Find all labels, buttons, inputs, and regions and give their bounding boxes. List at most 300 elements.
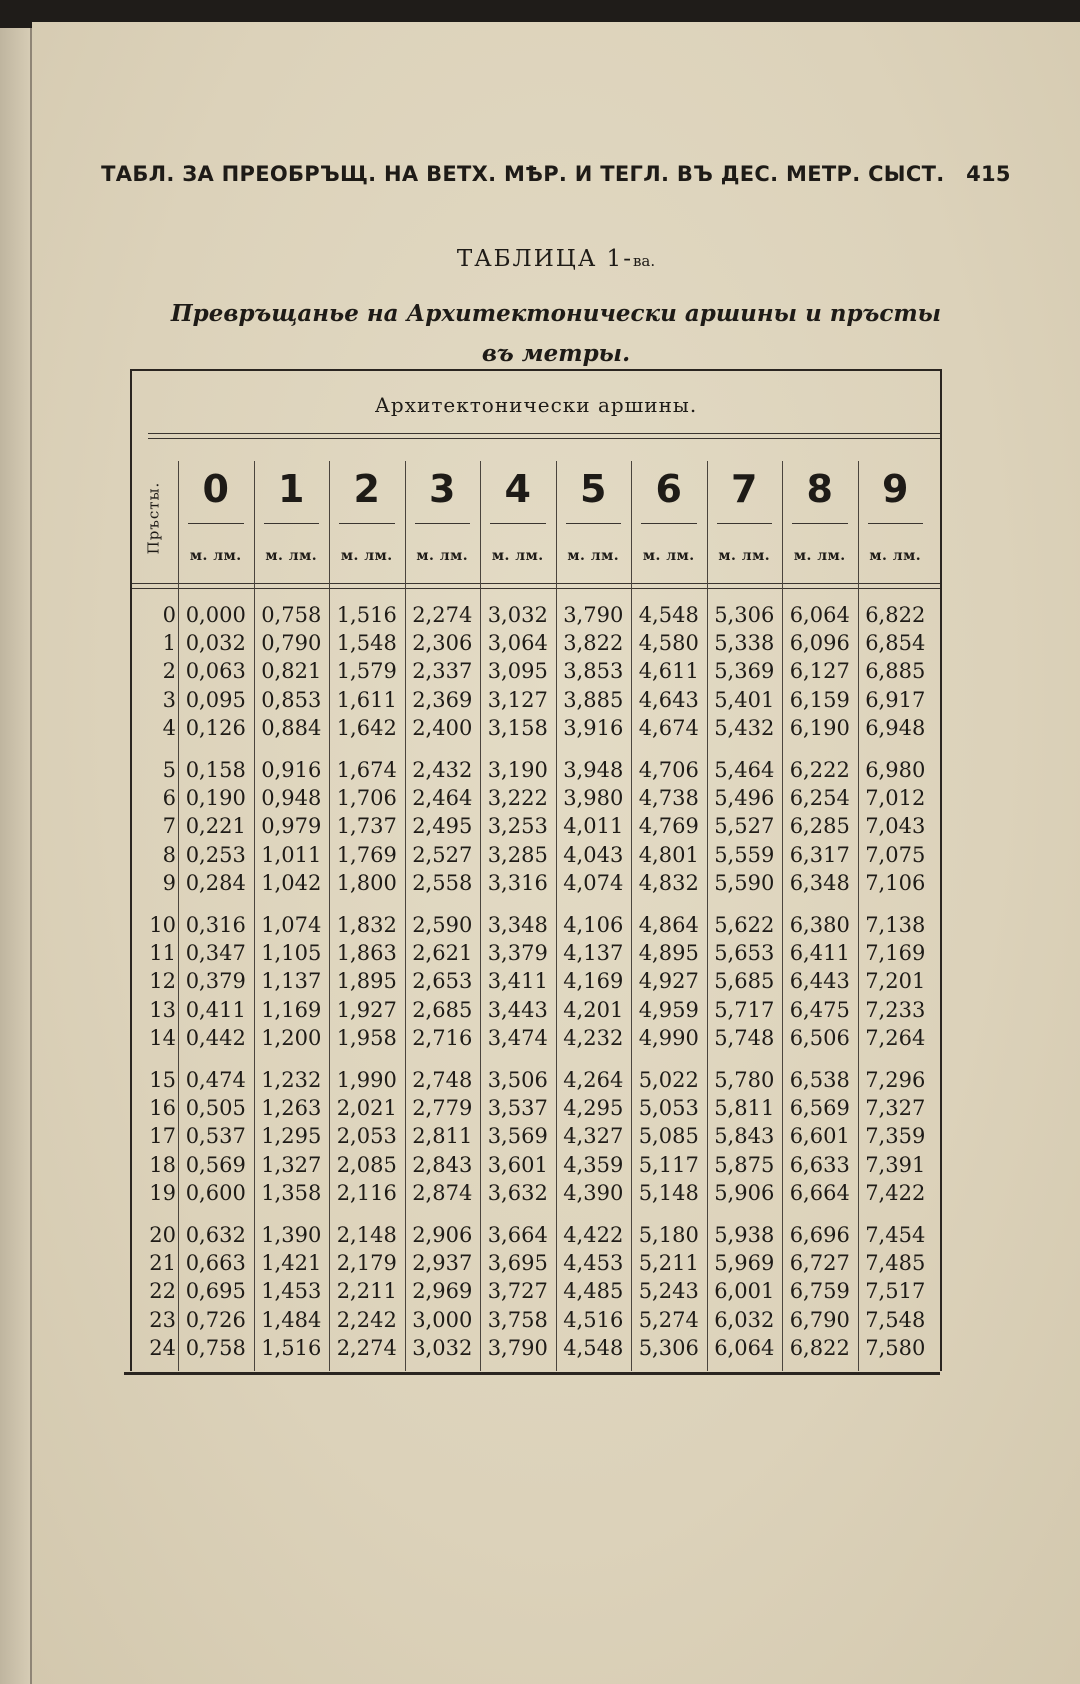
- column-header-rule: [566, 523, 622, 524]
- table-cell: 5,653: [714, 941, 775, 966]
- table-cell: 1,200: [261, 1025, 322, 1050]
- table-cell: 6,285: [789, 814, 850, 839]
- table-cell: 1,421: [261, 1251, 322, 1276]
- table-cell: 4,801: [638, 842, 699, 867]
- table-cell: 0,126: [185, 715, 246, 740]
- table-cell: 5,527: [714, 814, 775, 839]
- table-cell: 7,548: [865, 1307, 926, 1332]
- table-cell: 5,969: [714, 1251, 775, 1276]
- unit-label: м. лм.: [718, 548, 771, 564]
- column-header: 8: [806, 467, 833, 511]
- table-cell: 1,832: [336, 913, 397, 937]
- table-title-suffix: ва.: [632, 252, 656, 270]
- column-header: 6: [655, 467, 682, 511]
- table-cell: 6,190: [789, 715, 850, 740]
- row-axis-label: [132, 463, 174, 573]
- table-cell: 6,569: [789, 1096, 850, 1121]
- row-index: 5: [162, 758, 176, 782]
- table-cell: 5,401: [714, 687, 775, 712]
- table-cell: 6,443: [789, 969, 850, 994]
- table-cell: 4,011: [563, 814, 624, 839]
- table-cell: 3,348: [487, 913, 548, 937]
- table-cell: 1,674: [336, 758, 397, 782]
- table-title-text: ТАБЛИЦА 1-: [456, 246, 633, 272]
- table-cell: 3,790: [487, 1335, 548, 1360]
- table-cell: 7,391: [865, 1152, 926, 1177]
- table-cell: 1,169: [261, 997, 322, 1022]
- table-cell: 6,664: [789, 1180, 850, 1205]
- table-cell: 4,453: [563, 1251, 624, 1276]
- table-cell: 3,253: [487, 814, 548, 839]
- table-cell: 7,169: [865, 941, 926, 966]
- table-cell: 6,064: [714, 1335, 775, 1360]
- unit-label: м. лм.: [793, 548, 846, 564]
- column-header: 0: [202, 467, 229, 511]
- table-cell: 7,106: [865, 870, 926, 895]
- column-header: 4: [504, 467, 531, 511]
- table-cell: 6,980: [865, 758, 926, 782]
- table-cell: 6,380: [789, 913, 850, 937]
- table-cell: 4,359: [563, 1152, 624, 1177]
- table-cell: 3,222: [487, 786, 548, 811]
- table-cell: 7,580: [865, 1335, 926, 1360]
- column-header-rule: [490, 523, 546, 524]
- row-index: 15: [149, 1068, 176, 1092]
- table-cell: 3,569: [487, 1124, 548, 1149]
- table-cell: 0,821: [261, 659, 322, 684]
- table-cell: 1,327: [261, 1152, 322, 1177]
- table-cell: 7,233: [865, 997, 926, 1022]
- table-cell: 1,990: [336, 1068, 397, 1092]
- table-cell: 0,600: [185, 1180, 246, 1205]
- column-header-rule: [717, 523, 773, 524]
- table-cell: 6,506: [789, 1025, 850, 1050]
- column-header-rule: [415, 523, 471, 524]
- row-index: 0: [162, 603, 176, 627]
- table-cell: 0,505: [185, 1096, 246, 1121]
- table-cell: 6,032: [714, 1307, 775, 1332]
- table-cell: 3,790: [563, 603, 624, 627]
- table-cell: 6,411: [789, 941, 850, 966]
- table-cell: 6,064: [789, 603, 850, 627]
- table-cell: 5,085: [638, 1124, 699, 1149]
- table-cell: 3,822: [563, 631, 624, 656]
- table-cell: 2,432: [412, 758, 473, 782]
- table-cell: 1,895: [336, 969, 397, 994]
- unit-label: м. лм.: [189, 548, 242, 564]
- table-cell: 1,737: [336, 814, 397, 839]
- column-header: 5: [580, 467, 607, 511]
- table-cell: 2,464: [412, 786, 473, 811]
- table-cell: 4,580: [638, 631, 699, 656]
- table-cell: 2,085: [336, 1152, 397, 1177]
- unit-label: м. лм.: [416, 548, 469, 564]
- table-cell: 4,295: [563, 1096, 624, 1121]
- table-cell: 1,516: [261, 1335, 322, 1360]
- column-header-rule: [339, 523, 395, 524]
- table-cell: 1,548: [336, 631, 397, 656]
- table-cell: 3,727: [487, 1279, 548, 1304]
- table-cell: 4,232: [563, 1025, 624, 1050]
- table-cell: 4,327: [563, 1124, 624, 1149]
- table-cell: 4,548: [563, 1335, 624, 1360]
- table-cell: 0,853: [261, 687, 322, 712]
- table-cell: 2,558: [412, 870, 473, 895]
- table-cell: 4,706: [638, 758, 699, 782]
- table-cell: 2,748: [412, 1068, 473, 1092]
- unit-label: м. лм.: [265, 548, 318, 564]
- table-cell: 2,053: [336, 1124, 397, 1149]
- table-cell: 0,474: [185, 1068, 246, 1092]
- table-cell: 4,169: [563, 969, 624, 994]
- table-cell: 2,274: [336, 1335, 397, 1360]
- table-cell: 4,137: [563, 941, 624, 966]
- table-cell: 0,411: [185, 997, 246, 1022]
- conversion-table: [130, 369, 942, 1371]
- table-cell: 6,538: [789, 1068, 850, 1092]
- table-cell: 5,717: [714, 997, 775, 1022]
- table-cell: 4,485: [563, 1279, 624, 1304]
- table-cell: 0,316: [185, 913, 246, 937]
- table-cell: 3,285: [487, 842, 548, 867]
- table-cell: 2,369: [412, 687, 473, 712]
- table-cell: 3,158: [487, 715, 548, 740]
- table-cell: 0,758: [185, 1335, 246, 1360]
- table-cell: 5,369: [714, 659, 775, 684]
- table-cell: 5,906: [714, 1180, 775, 1205]
- table-cell: 2,685: [412, 997, 473, 1022]
- table-bottom-rule: [124, 1372, 940, 1375]
- row-index: 23: [149, 1307, 176, 1332]
- table-cell: 6,854: [865, 631, 926, 656]
- table-cell: 4,927: [638, 969, 699, 994]
- group-header: Архитектонически аршины.: [374, 393, 698, 417]
- table-cell: 5,590: [714, 870, 775, 895]
- header-double-rule: [148, 433, 940, 439]
- table-cell: 2,337: [412, 659, 473, 684]
- row-index: 3: [162, 687, 176, 712]
- row-index: 10: [149, 913, 176, 937]
- table-cell: 0,790: [261, 631, 322, 656]
- table-cell: 4,990: [638, 1025, 699, 1050]
- table-cell: 0,095: [185, 687, 246, 712]
- table-cell: 6,475: [789, 997, 850, 1022]
- row-index: 1: [162, 631, 176, 656]
- table-cell: 6,222: [789, 758, 850, 782]
- table-cell: 0,347: [185, 941, 246, 966]
- table-cell: 7,138: [865, 913, 926, 937]
- column-header-rule: [641, 523, 697, 524]
- table-cell: 2,969: [412, 1279, 473, 1304]
- running-header: [32, 162, 1080, 186]
- column-header: 9: [882, 467, 909, 511]
- table-cell: 1,516: [336, 603, 397, 627]
- unit-label: м. лм.: [491, 548, 544, 564]
- row-index: 22: [149, 1279, 176, 1304]
- table-cell: 5,559: [714, 842, 775, 867]
- table-cell: 4,106: [563, 913, 624, 937]
- table-cell: 2,211: [336, 1279, 397, 1304]
- table-cell: 4,769: [638, 814, 699, 839]
- table-cell: 1,863: [336, 941, 397, 966]
- table-cell: 5,117: [638, 1152, 699, 1177]
- table-cell: 4,201: [563, 997, 624, 1022]
- table-cell: 2,906: [412, 1223, 473, 1247]
- table-cell: 7,043: [865, 814, 926, 839]
- table-cell: 5,432: [714, 715, 775, 740]
- table-cell: 0,632: [185, 1223, 246, 1247]
- table-cell: 6,822: [789, 1335, 850, 1360]
- table-cell: 3,758: [487, 1307, 548, 1332]
- table-cell: 6,948: [865, 715, 926, 740]
- row-index: 16: [149, 1096, 176, 1121]
- table-cell: 3,695: [487, 1251, 548, 1276]
- table-cell: 3,506: [487, 1068, 548, 1092]
- row-index: 7: [162, 814, 176, 839]
- previous-page-edge: [0, 28, 32, 1684]
- table-cell: 1,800: [336, 870, 397, 895]
- table-cell: 7,454: [865, 1223, 926, 1247]
- row-index: 12: [149, 969, 176, 994]
- book-page: [32, 22, 1080, 1684]
- table-cell: 0,253: [185, 842, 246, 867]
- table-cell: 3,853: [563, 659, 624, 684]
- column-header-rule: [264, 523, 320, 524]
- running-header-text: ТАБЛ. ЗА ПРЕОБРЪЩ. НА ВЕТХ. МѢР. И ТЕГЛ. ВЪ ДЕС. МЕТР. СЫСТ.: [101, 162, 945, 186]
- table-cell: 5,685: [714, 969, 775, 994]
- table-cell: 7,201: [865, 969, 926, 994]
- unit-label: м. лм.: [567, 548, 620, 564]
- table-cell: 2,653: [412, 969, 473, 994]
- table-cell: 1,358: [261, 1180, 322, 1205]
- table-cell: 7,264: [865, 1025, 926, 1050]
- table-cell: 5,022: [638, 1068, 699, 1092]
- column-header: 1: [278, 467, 305, 511]
- table-cell: 3,537: [487, 1096, 548, 1121]
- table-cell: 5,843: [714, 1124, 775, 1149]
- table-cell: 3,980: [563, 786, 624, 811]
- table-cell: 3,316: [487, 870, 548, 895]
- table-cell: 4,043: [563, 842, 624, 867]
- row-index: 8: [162, 842, 176, 867]
- table-cell: 5,338: [714, 631, 775, 656]
- table-cell: 2,116: [336, 1180, 397, 1205]
- table-cell: 5,243: [638, 1279, 699, 1304]
- table-cell: 6,254: [789, 786, 850, 811]
- table-cell: 4,548: [638, 603, 699, 627]
- table-cell: 1,263: [261, 1096, 322, 1121]
- table-cell: 1,295: [261, 1124, 322, 1149]
- table-cell: 3,411: [487, 969, 548, 994]
- table-cell: 3,948: [563, 758, 624, 782]
- table-cell: 1,706: [336, 786, 397, 811]
- table-cell: 5,053: [638, 1096, 699, 1121]
- table-cell: 2,306: [412, 631, 473, 656]
- table-cell: 2,242: [336, 1307, 397, 1332]
- table-cell: 3,885: [563, 687, 624, 712]
- table-cell: 4,264: [563, 1068, 624, 1092]
- table-cell: 0,063: [185, 659, 246, 684]
- table-cell: 5,274: [638, 1307, 699, 1332]
- table-cell: 0,663: [185, 1251, 246, 1276]
- table-cell: 1,390: [261, 1223, 322, 1247]
- table-cell: 2,843: [412, 1152, 473, 1177]
- table-cell: 3,032: [412, 1335, 473, 1360]
- table-cell: 1,232: [261, 1068, 322, 1092]
- table-cell: 4,643: [638, 687, 699, 712]
- table-cell: 3,664: [487, 1223, 548, 1247]
- table-cell: 2,590: [412, 913, 473, 937]
- table-cell: 2,527: [412, 842, 473, 867]
- table-cell: 3,127: [487, 687, 548, 712]
- table-cell: 0,884: [261, 715, 322, 740]
- table-cell: 5,622: [714, 913, 775, 937]
- table-cell: 4,390: [563, 1180, 624, 1205]
- table-cell: 2,148: [336, 1223, 397, 1247]
- table-cell: 0,979: [261, 814, 322, 839]
- table-cell: 1,105: [261, 941, 322, 966]
- table-cell: 0,284: [185, 870, 246, 895]
- table-cell: 2,400: [412, 715, 473, 740]
- unit-label: м. лм.: [869, 548, 922, 564]
- table-subtitle: [32, 294, 1080, 374]
- table-cell: 1,137: [261, 969, 322, 994]
- table-cell: 6,317: [789, 842, 850, 867]
- subtitle-line-1: Превръщанье на Архитектонически аршины и пръсты: [170, 300, 942, 327]
- table-cell: 4,674: [638, 715, 699, 740]
- column-header-rule: [868, 523, 924, 524]
- table-cell: 5,938: [714, 1223, 775, 1247]
- table-cell: 4,422: [563, 1223, 624, 1247]
- table-cell: 4,738: [638, 786, 699, 811]
- table-cell: 0,569: [185, 1152, 246, 1177]
- unit-label: м. лм.: [642, 548, 695, 564]
- table-cell: 2,621: [412, 941, 473, 966]
- table-cell: 3,916: [563, 715, 624, 740]
- row-axis-label-text: Пръсты.: [144, 481, 163, 555]
- row-index: 21: [149, 1251, 176, 1276]
- table-cell: 0,537: [185, 1124, 246, 1149]
- table-cell: 2,874: [412, 1180, 473, 1205]
- table-cell: 2,779: [412, 1096, 473, 1121]
- table-cell: 3,443: [487, 997, 548, 1022]
- table-cell: 6,759: [789, 1279, 850, 1304]
- table-cell: 6,917: [865, 687, 926, 712]
- table-cell: 2,811: [412, 1124, 473, 1149]
- table-cell: 7,012: [865, 786, 926, 811]
- table-cell: 5,148: [638, 1180, 699, 1205]
- table-cell: 0,190: [185, 786, 246, 811]
- table-cell: 0,158: [185, 758, 246, 782]
- table-cell: 0,000: [185, 603, 246, 627]
- table-cell: 7,517: [865, 1279, 926, 1304]
- table-cell: 0,221: [185, 814, 246, 839]
- table-cell: 6,633: [789, 1152, 850, 1177]
- table-title: [32, 246, 1080, 272]
- table-cell: 7,327: [865, 1096, 926, 1121]
- table-cell: 0,695: [185, 1279, 246, 1304]
- row-index: 20: [149, 1223, 176, 1247]
- table-cell: 3,190: [487, 758, 548, 782]
- table-cell: 6,001: [714, 1279, 775, 1304]
- table-cell: 3,601: [487, 1152, 548, 1177]
- table-cell: 2,716: [412, 1025, 473, 1050]
- table-cell: 4,516: [563, 1307, 624, 1332]
- column-header: 3: [429, 467, 456, 511]
- table-cell: 6,822: [865, 603, 926, 627]
- table-cell: 4,074: [563, 870, 624, 895]
- table-cell: 3,474: [487, 1025, 548, 1050]
- table-cell: 6,348: [789, 870, 850, 895]
- table-cell: 1,042: [261, 870, 322, 895]
- table-cell: 5,748: [714, 1025, 775, 1050]
- unit-label: м. лм.: [340, 548, 393, 564]
- subtitle-line-2: въ метры.: [481, 340, 631, 367]
- table-cell: 0,379: [185, 969, 246, 994]
- table-cell: 3,632: [487, 1180, 548, 1205]
- row-index: 19: [149, 1180, 176, 1205]
- table-cell: 6,601: [789, 1124, 850, 1149]
- table-cell: 2,937: [412, 1251, 473, 1276]
- column-header: 2: [353, 467, 380, 511]
- table-cell: 6,727: [789, 1251, 850, 1276]
- column-header-rule: [188, 523, 244, 524]
- table-cell: 2,495: [412, 814, 473, 839]
- table-cell: 3,032: [487, 603, 548, 627]
- table-cell: 2,274: [412, 603, 473, 627]
- table-cell: 0,032: [185, 631, 246, 656]
- table-cell: 1,611: [336, 687, 397, 712]
- table-cell: 5,306: [714, 603, 775, 627]
- table-cell: 0,948: [261, 786, 322, 811]
- table-cell: 5,211: [638, 1251, 699, 1276]
- table-cell: 4,611: [638, 659, 699, 684]
- table-cell: 7,485: [865, 1251, 926, 1276]
- row-index: 2: [162, 659, 176, 684]
- table-cell: 7,075: [865, 842, 926, 867]
- table-cell: 5,496: [714, 786, 775, 811]
- table-cell: 4,959: [638, 997, 699, 1022]
- table-cell: 6,096: [789, 631, 850, 656]
- row-index: 9: [162, 870, 176, 895]
- table-cell: 1,927: [336, 997, 397, 1022]
- table-cell: 5,464: [714, 758, 775, 782]
- page-number: 415: [966, 162, 1011, 186]
- table-cell: 3,379: [487, 941, 548, 966]
- row-index: 18: [149, 1152, 176, 1177]
- table-cell: 0,442: [185, 1025, 246, 1050]
- table-cell: 7,359: [865, 1124, 926, 1149]
- table-cell: 5,811: [714, 1096, 775, 1121]
- table-cell: 0,758: [261, 603, 322, 627]
- table-cell: 1,958: [336, 1025, 397, 1050]
- table-cell: 3,000: [412, 1307, 473, 1332]
- table-cell: 4,864: [638, 913, 699, 937]
- column-header: 7: [731, 467, 758, 511]
- table-cell: 0,726: [185, 1307, 246, 1332]
- table-cell: 1,453: [261, 1279, 322, 1304]
- table-cell: 6,790: [789, 1307, 850, 1332]
- table-cell: 6,696: [789, 1223, 850, 1247]
- table-cell: 6,127: [789, 659, 850, 684]
- row-index: 17: [149, 1124, 176, 1149]
- table-cell: 5,780: [714, 1068, 775, 1092]
- table-cell: 6,885: [865, 659, 926, 684]
- table-cell: 2,179: [336, 1251, 397, 1276]
- table-cell: 5,306: [638, 1335, 699, 1360]
- table-cell: 7,422: [865, 1180, 926, 1205]
- table-cell: 4,895: [638, 941, 699, 966]
